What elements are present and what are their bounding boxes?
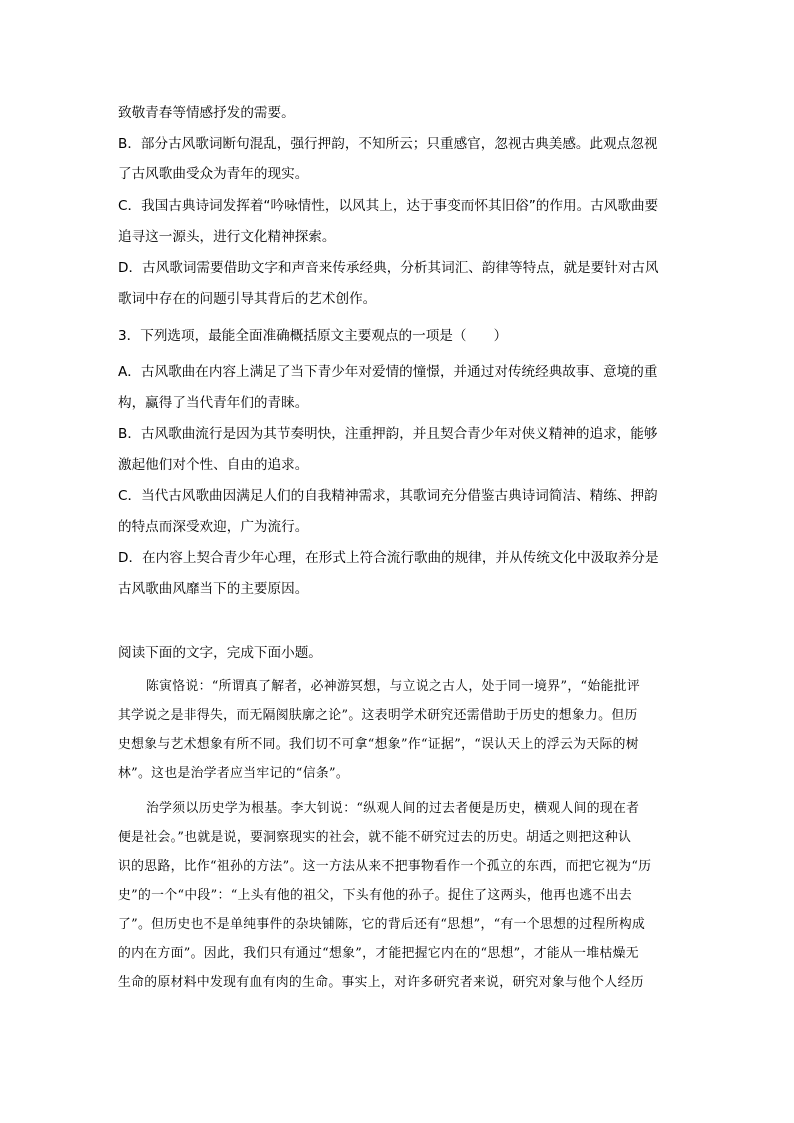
question-3-option-a-line-2: 构，赢得了当代青年们的青睐。 <box>118 395 309 411</box>
question-2-option-c-line-2: 追寻这一源头，进行文化精神探索。 <box>118 229 336 245</box>
passage-paragraph-1-line: 林”。这也是治学者应当牢记的“信条”。 <box>118 766 350 781</box>
passage-paragraph-2-line: 史”的一个“中段”：“上头有他的祖父，下头有他的孙子。捉住了这两头，他再也逃不出去 <box>118 888 633 903</box>
passage-paragraph-2-line: 便是社会。”也就是说，要洞察现实的社会，就不能不研究过去的历史。胡适之则把这种认 <box>118 830 632 845</box>
question-3-option-c-line-1: C．当代古风歌曲因满足人们的自我精神需求，其歌词充分借鉴古典诗词简洁、精练、押韵 <box>118 488 658 504</box>
passage-paragraph-2-line: 识的思路，比作“祖孙的方法”。这一方法从来不把事物看作一个孤立的东西，而把它视为“历 <box>118 859 652 874</box>
question-3-option-d-line-1: D．在内容上契合青少年心理，在形式上符合流行歌曲的规律，并从传统文化中汲取养分是 <box>118 550 659 566</box>
question-2-option-b-line-1: B．部分古风歌词断句混乱，强行押韵，不知所云；只重感官，忽视古典美感。此观点忽视 <box>118 136 658 152</box>
question-2-option-d-line-2: 歌词中存在的问题引导其背后的艺术创作。 <box>118 291 377 307</box>
passage-paragraph-2-line: 生命的原材料中发现有血有肉的生命。事实上，对许多研究者来说，研究对象与他个人经历 <box>118 975 644 990</box>
question-3-option-a-line-1: A．古风歌曲在内容上满足了当下青少年对爱情的憧憬，并通过对传统经典故事、意境的重 <box>118 364 658 380</box>
question-3-option-d-line-2: 古风歌曲风靡当下的主要原因。 <box>118 581 309 597</box>
question-3-stem: 3．下列选项，最能全面准确概括原文主要观点的一项是（ ） <box>118 328 508 344</box>
question-3-option-b-line-2: 激起他们对个性、自由的追求。 <box>118 457 309 473</box>
passage-paragraph-2-line: 了”。但历史也不是单纯事件的杂块铺陈，它的背后还有“思想”，“有一个思想的过程所构成 <box>118 917 646 932</box>
question-2-option-a-end: 致敬青春等情感抒发的需要。 <box>118 105 295 121</box>
reading-instruction: 阅读下面的文字，完成下面小题。 <box>118 645 322 661</box>
passage-paragraph-1-line: 其学说之是非得失，而无隔阂肤廓之论”。这表明学术研究还需借助于历史的想象力。但历 <box>118 708 638 723</box>
question-2-option-c-line-1: C．我国古典诗词发挥着“吟咏情性，以风其上，达于事变而怀其旧俗”的作用。古风歌曲要 <box>118 198 659 214</box>
question-2-option-b-line-2: 了古风歌曲受众为青年的现实。 <box>118 166 309 182</box>
passage-paragraph-2-line: 的内在方面”。因此，我们只有通过“想象”，才能把握它内在的“思想”，才能从一堆枯燥无 <box>118 946 639 961</box>
passage-paragraph-2-line: 治学须以历史学为根基。李大钊说：“纵观人间的过去者便是历史，横观人间的现在者 <box>146 801 640 816</box>
question-3-option-b-line-1: B．古风歌曲流行是因为其节奏明快，注重押韵，并且契合青少年对侠义精神的追求，能够 <box>118 426 658 442</box>
passage-paragraph-1-line: 史想象与艺术想象有所不同。我们切不可拿“想象”作“证据”，“误认天上的浮云为天际的树 <box>118 737 639 752</box>
question-3-option-c-line-2: 的特点而深受欢迎，广为流行。 <box>118 519 309 535</box>
question-2-option-d-line-1: D．古风歌词需要借助文字和声音来传承经典，分析其词汇、韵律等特点，就是要针对古风 <box>118 260 659 276</box>
passage-paragraph-1-line: 陈寅恪说：“所谓真了解者，必神游冥想，与立说之古人，处于同一境界”，“始能批评 <box>146 679 640 694</box>
